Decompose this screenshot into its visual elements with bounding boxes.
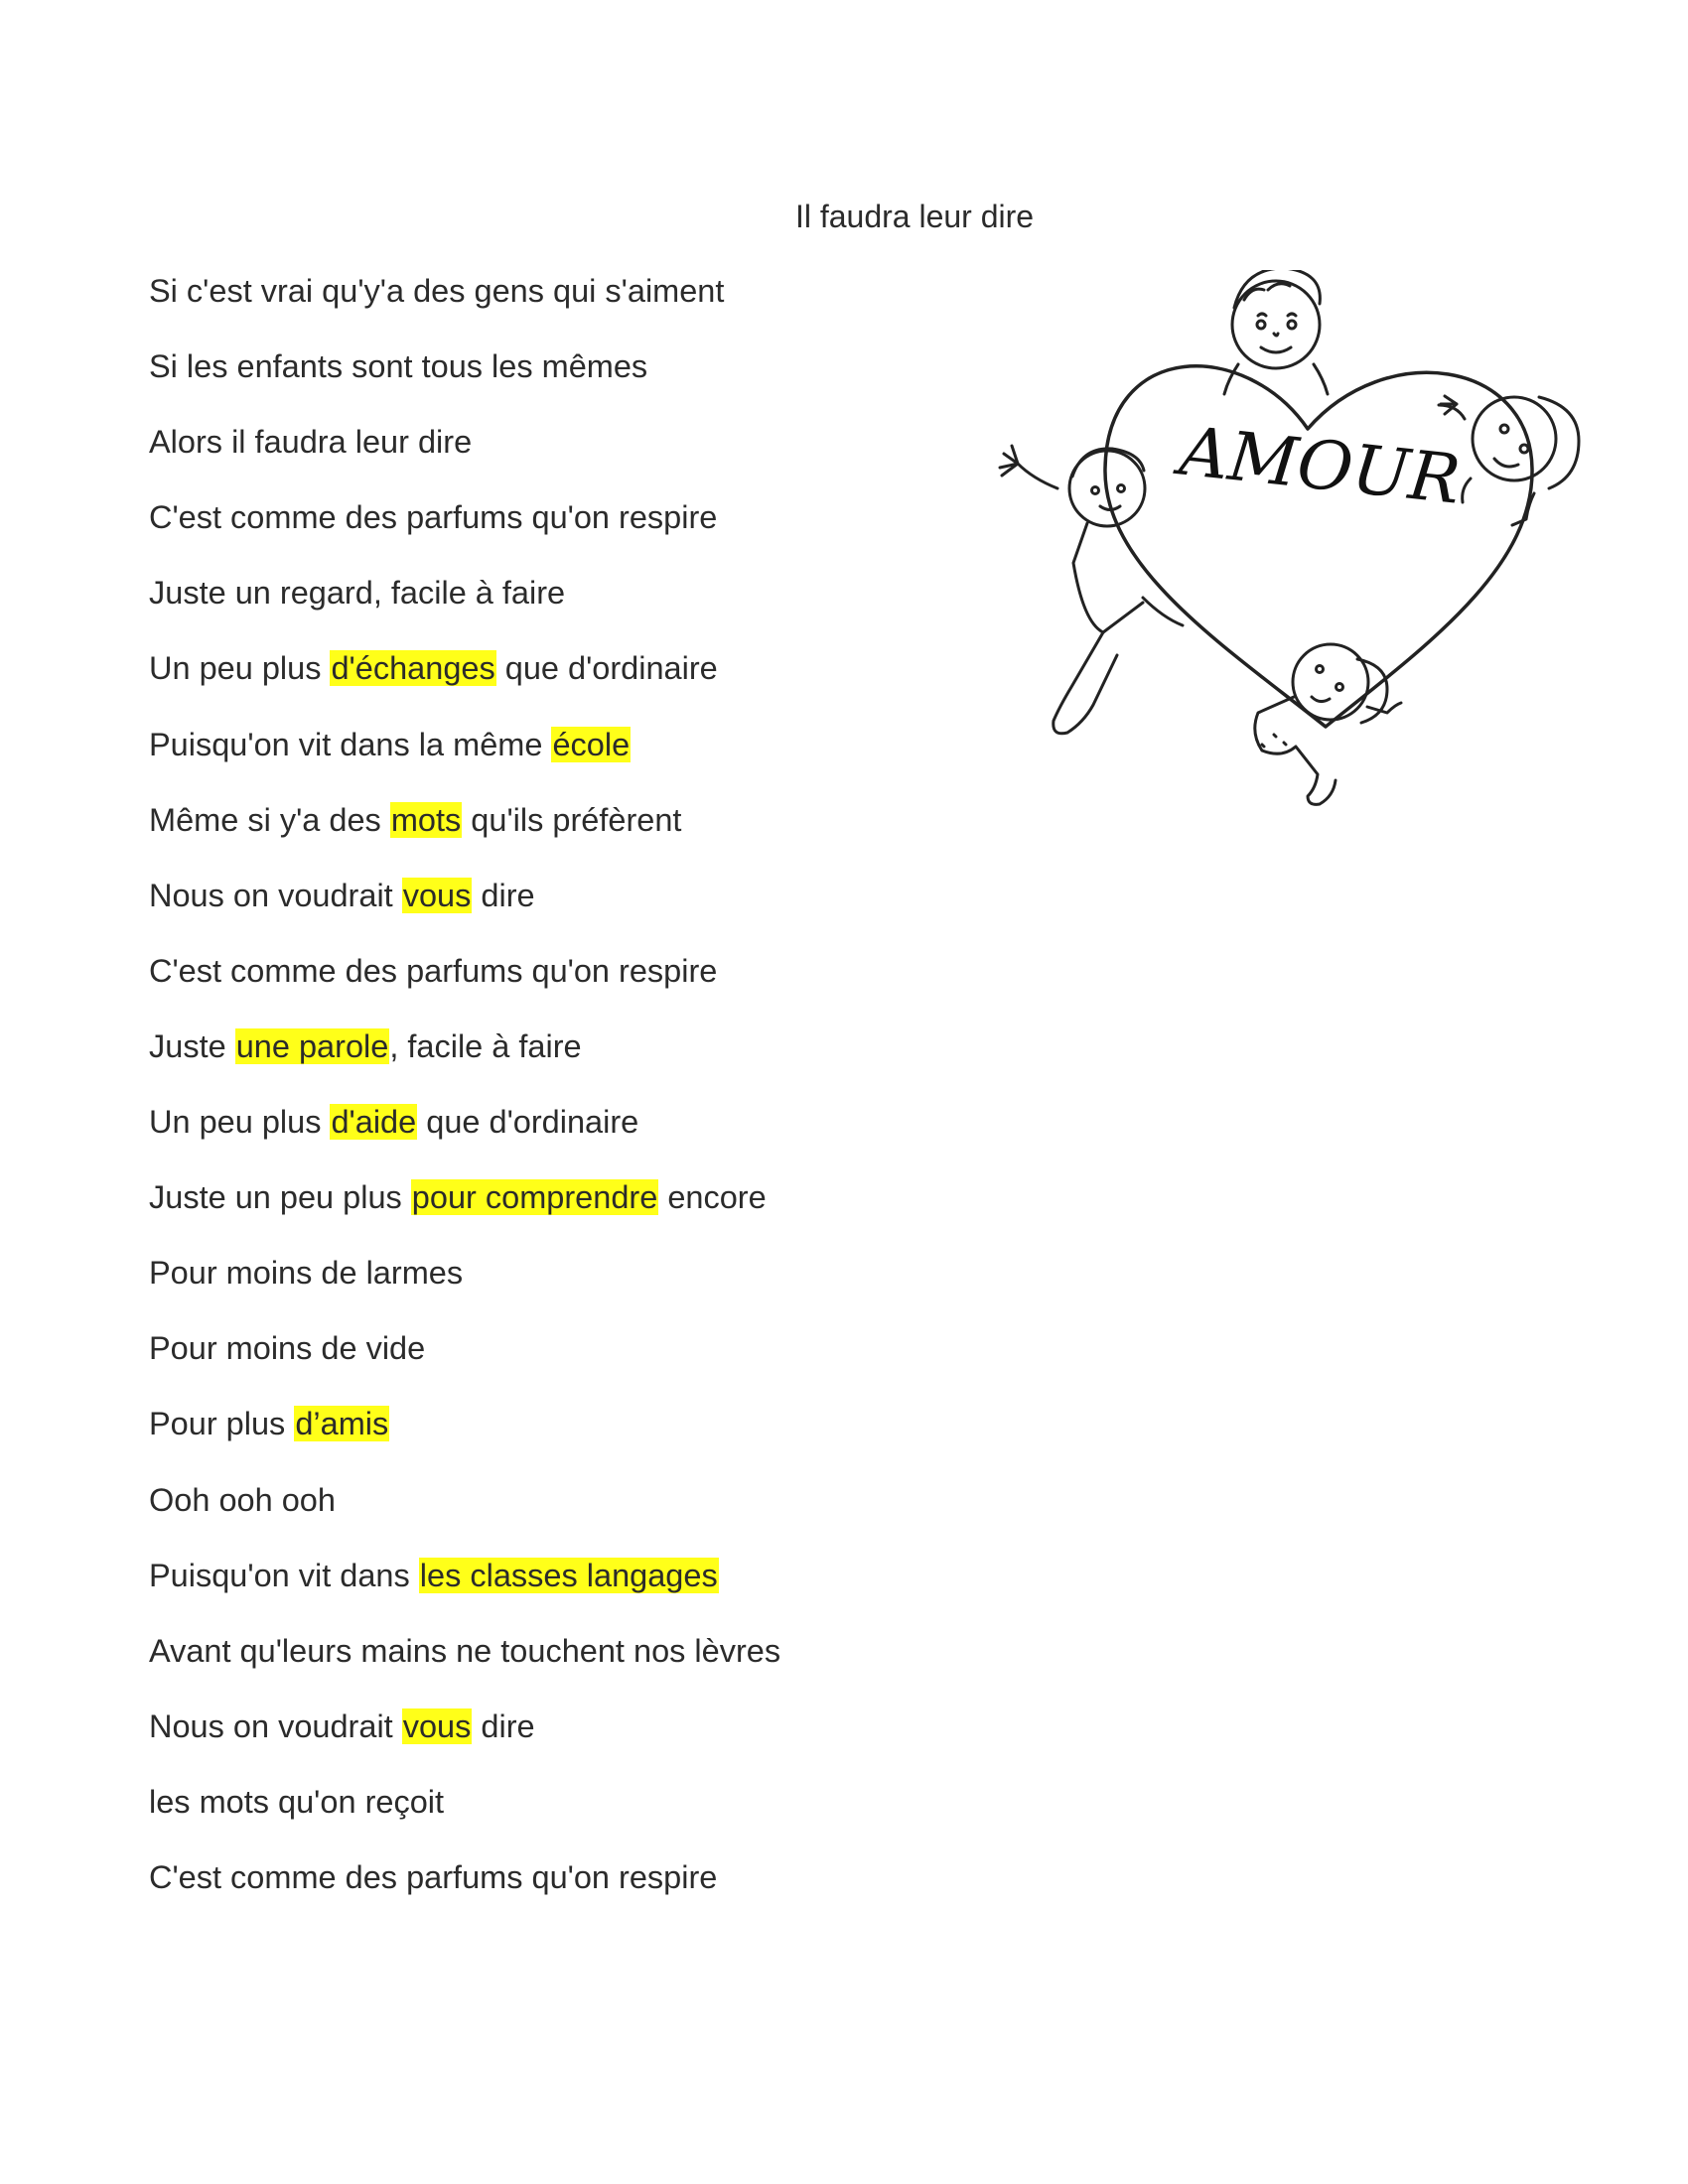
highlighted-word: une parole (235, 1027, 389, 1064)
lyric-line (149, 1855, 780, 1931)
lyric-text: Juste un regard, facile à faire (149, 575, 566, 612)
lyric-line (149, 1100, 780, 1175)
highlighted-word: d'échanges (331, 650, 495, 687)
page-title: Il faudra leur dire (794, 199, 1035, 234)
lyric-text: Pour moins de vide (149, 1330, 426, 1367)
lyric-text: Un peu plus (149, 650, 331, 687)
lyric-line (149, 1554, 780, 1629)
lyric-line (149, 646, 780, 722)
highlighted-word: pour comprendre (411, 1179, 658, 1216)
lyric-line (149, 495, 780, 571)
lyric-line (149, 571, 780, 646)
lyric-text: , facile à faire (389, 1027, 582, 1064)
highlighted-word: d’amis (295, 1406, 389, 1442)
lyric-line (149, 420, 780, 495)
lyric-line (149, 1251, 780, 1326)
lyric-text: Ooh ooh ooh (149, 1481, 336, 1518)
lyric-text: qu'ils préfèrent (462, 801, 682, 838)
heart-with-children-icon (998, 270, 1618, 806)
lyric-text: Alors il faudra leur dire (149, 424, 473, 461)
highlighted-word: vous (402, 1707, 472, 1744)
lyric-text: Si c'est vrai qu'y'a des gens qui s'aiment (149, 273, 725, 309)
lyric-text: C'est comme des parfums qu'on respire (149, 952, 718, 989)
lyric-text: Un peu plus (149, 1104, 331, 1141)
lyric-line (149, 1629, 780, 1705)
lyric-line (149, 1326, 780, 1402)
lyric-text: Nous on voudrait (149, 1707, 402, 1744)
lyric-line (149, 874, 780, 949)
lyric-text: Puisqu'on vit dans (149, 1557, 419, 1593)
lyric-line (149, 344, 780, 420)
lyric-text: que d'ordinaire (417, 1104, 639, 1141)
lyric-line (149, 269, 780, 344)
lyric-text: dire (472, 1707, 535, 1744)
lyric-line (149, 1402, 780, 1477)
lyric-text: Même si y'a des (149, 801, 390, 838)
highlighted-word: d'aide (331, 1104, 417, 1141)
lyric-text: Puisqu'on vit dans la même (149, 726, 552, 762)
highlighted-word: mots (390, 801, 462, 838)
lyric-text: Nous on voudrait (149, 877, 402, 913)
lyric-line (149, 723, 780, 798)
highlighted-word: vous (402, 877, 472, 913)
lyric-text: les mots qu'on reçoit (149, 1783, 445, 1820)
lyric-text: Juste un peu plus (149, 1179, 411, 1216)
lyric-text: Pour plus (149, 1406, 295, 1442)
lyric-text: dire (472, 877, 535, 913)
lyric-line (149, 1478, 780, 1554)
highlighted-word: les classes langages (419, 1557, 718, 1593)
lyrics-list (149, 269, 780, 1931)
lyric-text: encore (658, 1179, 767, 1216)
lyric-text: C'est comme des parfums qu'on respire (149, 1858, 718, 1895)
lyric-text: Pour moins de larmes (149, 1255, 464, 1292)
lyric-line (149, 1175, 780, 1251)
lyric-line (149, 1024, 780, 1100)
lyric-line (149, 949, 780, 1024)
lyric-line (149, 798, 780, 874)
lyric-text: Juste (149, 1027, 235, 1064)
lyric-text: que d'ordinaire (495, 650, 718, 687)
lyric-text: Si les enfants sont tous les mêmes (149, 348, 648, 385)
highlighted-word: école (552, 726, 631, 762)
lyric-text: Avant qu'leurs mains ne touchent nos lèvres (149, 1632, 781, 1669)
lyric-text: C'est comme des parfums qu'on respire (149, 499, 718, 536)
lyric-line (149, 1780, 780, 1855)
lyric-line (149, 1705, 780, 1780)
heart-text: AMOUR (1176, 412, 1465, 520)
